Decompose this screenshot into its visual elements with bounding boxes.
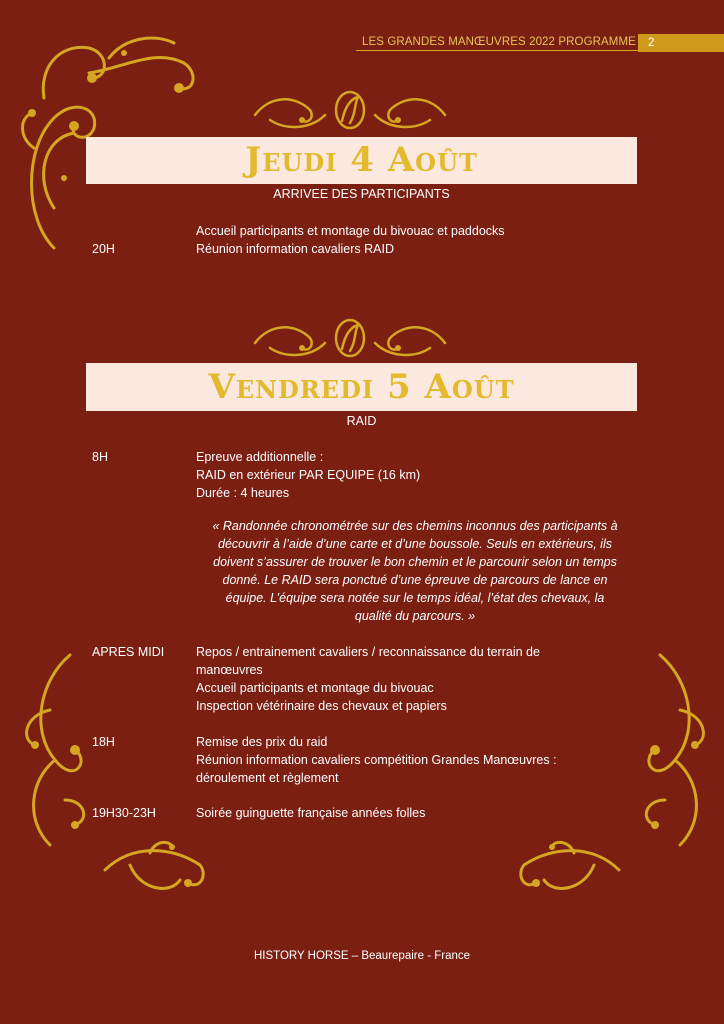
day1-entry-1-line-1: Accueil participants et montage du bivouac et paddocks	[196, 224, 505, 238]
quote-line: doivent s’assurer de trouver le bon chemin et le parcourir selon un temps	[213, 555, 617, 569]
day2-entry-1-line-3: Durée : 4 heures	[196, 486, 290, 500]
quote-line: donné. Le RAID sera ponctué d’une épreuve de parcours de lance en	[222, 573, 608, 587]
day1-entry-2-line-1: Réunion information cavaliers RAID	[196, 242, 395, 256]
horse-head-emblem-icon-2	[250, 313, 450, 363]
day1-entry-2-time: 20H	[92, 242, 115, 256]
raid-description-quote	[196, 517, 634, 625]
day2-entry-3-line-2: Réunion information cavaliers compétition Grandes Manœuvres :	[196, 753, 557, 767]
quote-line: qualité du parcours. »	[354, 609, 476, 623]
day2-entry-2-line-2: manœuvres	[196, 663, 263, 677]
quote-line: « Randonnée chronométrée sur des chemins inconnus des participants à	[212, 519, 618, 533]
quote-line: découvrir à l’aide d’une carte et d’une boussole. Seuls en extérieurs, ils	[218, 537, 612, 551]
flourish-right-icon	[630, 650, 720, 850]
day1-title: Jeudi 4 Août	[86, 137, 637, 184]
page-number: 2	[638, 34, 724, 52]
day2-entry-1-line-2: RAID en extérieur PAR EQUIPE (16 km)	[196, 468, 421, 482]
flourish-bottom-right-icon	[514, 835, 624, 900]
day2-title: Vendredi 5 Août	[86, 363, 637, 411]
header-title: LES GRANDES MANŒUVRES 2022 PROGRAMME	[362, 36, 636, 48]
day2-entry-1-time: 8H	[92, 450, 108, 464]
day2-entry-3-time: 18H	[92, 735, 115, 749]
day2-entry-3-line-3: déroulement et règlement	[196, 771, 339, 785]
day2-entry-4-line-1: Soirée guinguette française années folles	[196, 806, 426, 820]
flourish-bottom-left-icon	[100, 835, 210, 900]
day2-entry-2-line-1: Repos / entrainement cavaliers / reconnaissance du terrain de	[196, 645, 540, 659]
day2-entry-3-line-1: Remise des prix du raid	[196, 735, 328, 749]
day2-entry-1-line-1: Epreuve additionnelle :	[196, 450, 324, 464]
day2-entry-2-line-4: Inspection vétérinaire des chevaux et papiers	[196, 699, 447, 713]
day2-entry-2-line-3: Accueil participants et montage du bivouac	[196, 681, 434, 695]
quote-line: équipe. L’équipe sera notée sur le temps idéal, l’état des chevaux, la	[225, 591, 605, 605]
horse-head-emblem-icon	[250, 85, 450, 135]
day1-subtitle: ARRIVEE DES PARTICIPANTS	[273, 187, 450, 201]
day2-entry-4-time: 19H30-23H	[92, 806, 156, 820]
page-footer: HISTORY HORSE – Beaurepaire - France	[253, 950, 471, 962]
day2-subtitle: RAID	[346, 414, 377, 428]
day2-entry-2-time: APRES MIDI	[92, 645, 165, 659]
flourish-left-icon	[10, 650, 100, 850]
